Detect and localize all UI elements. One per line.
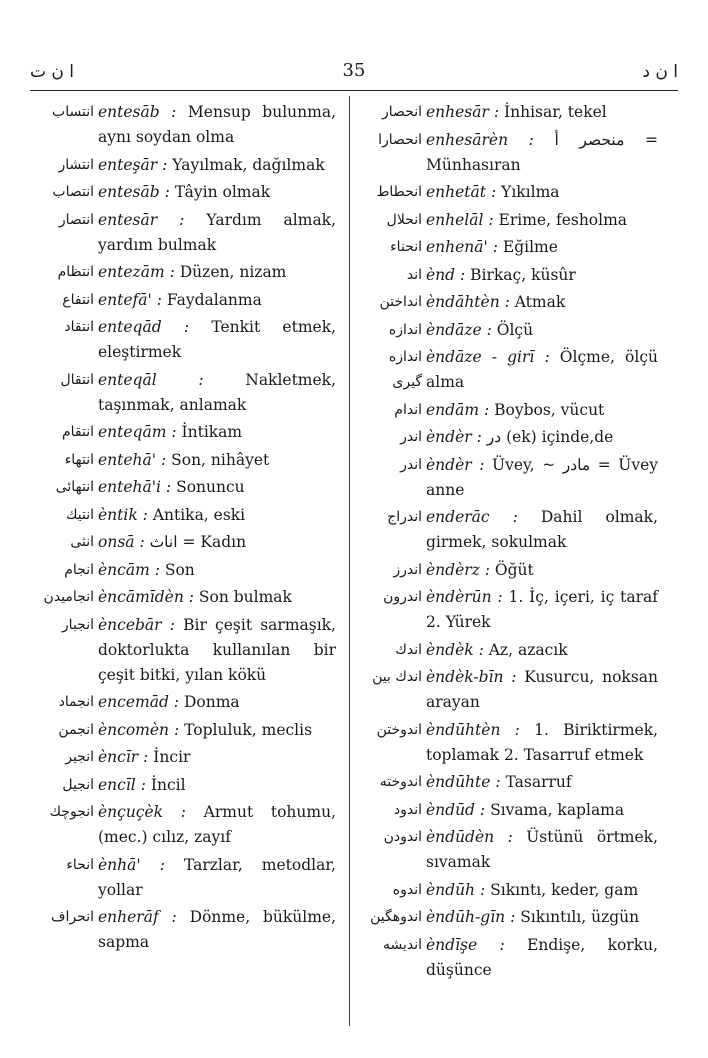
dictionary-entry [30, 368, 336, 418]
entry-separator: : [471, 455, 493, 474]
dictionary-entry [358, 208, 658, 233]
dictionary-entry [30, 585, 336, 610]
entry-definition: اناث = Kadın [149, 533, 247, 551]
entry-separator: : [135, 775, 151, 794]
entry-separator: : [161, 478, 177, 496]
entry-headword: enderāc [426, 508, 490, 526]
entry-definition: Son bulmak [198, 588, 292, 606]
entry-definition: Yardım almak, yardım bulmak [98, 210, 337, 254]
entry-separator: : [138, 748, 154, 766]
entry-separator: : [474, 800, 491, 819]
entry-separator: : [499, 293, 515, 311]
entry-separator: : [161, 615, 184, 634]
entry-separator: : [475, 880, 491, 899]
entry-headword: èndèrz [426, 560, 480, 579]
entry-headword: èncāmīdèn [98, 588, 184, 606]
entry-arabic: انتصار [58, 211, 94, 228]
entry-headword: enhetāt [426, 183, 487, 201]
entry-arabic: اندوه [392, 881, 422, 898]
entry-arabic: اندك بين [372, 669, 422, 685]
entry-arabic: انتقاد [64, 319, 94, 335]
right-column [358, 100, 658, 985]
entry-arabic: اندام [394, 401, 422, 418]
entry-separator: : [159, 103, 188, 121]
entry-definition: Düzen, nizam [179, 263, 287, 281]
column-divider [349, 96, 350, 1026]
entry-definition: Erime, fesholma [498, 210, 628, 229]
entry-separator: : [157, 155, 173, 174]
entry-separator: : [471, 428, 487, 446]
dictionary-entry [30, 905, 336, 955]
entry-headword: èncebār [98, 615, 162, 634]
entry-separator: : [157, 210, 207, 229]
entry-separator: : [183, 588, 199, 606]
entry-definition: Yıkılma [501, 183, 560, 201]
entry-arabic: اندازه گيرى [388, 349, 422, 390]
entry-headword: enteqām [98, 423, 167, 441]
entry-arabic: انتظام [57, 264, 94, 280]
entry-definition: Tarzlar, metodlar, yollar [98, 855, 336, 899]
entry-definition: Yayılmak, dağılmak [172, 155, 325, 174]
dictionary-entry [30, 853, 336, 903]
dictionary-entry [30, 718, 336, 743]
entry-headword: encemād [98, 693, 169, 711]
entry-arabic: اندك [395, 641, 422, 658]
entry-headword: onsā [98, 533, 135, 551]
entry-separator: : [479, 560, 495, 579]
entry-definition: Son, nihâyet [171, 450, 270, 469]
entry-arabic: انتقال [60, 371, 94, 388]
dictionary-entry [358, 100, 658, 125]
entry-headword: enherāf [98, 908, 159, 926]
entry-definition: در (ek) içinde,de [486, 428, 614, 446]
entry-headword: enhelāl [426, 210, 484, 229]
entry-separator: : [505, 908, 521, 926]
entry-separator: : [503, 668, 525, 686]
dictionary-entry [30, 503, 336, 528]
entry-arabic: انديشه [382, 936, 422, 953]
dictionary-entry [358, 585, 658, 635]
entry-separator: : [490, 773, 506, 791]
entry-headword: encīl [98, 775, 136, 794]
entry-definition: İntikam [181, 423, 243, 441]
entry-definition: İncir [153, 748, 191, 766]
entry-headword: enhenā' [426, 238, 488, 256]
entry-definition: Ölçü [496, 320, 534, 339]
entry-definition: Üstünü örtmek, sıvamak [426, 828, 658, 871]
entry-headword: èncām [98, 560, 150, 579]
entry-arabic: اندازه [388, 321, 422, 338]
entry-definition: Kusurcu, noksan arayan [426, 668, 658, 711]
entry-headword: endām [426, 400, 480, 419]
entry-separator: : [494, 828, 527, 846]
entry-headword: èndèr [426, 455, 472, 474]
dictionary-entry [358, 453, 658, 503]
entry-arabic: انجام [64, 561, 94, 578]
header-rule [30, 90, 678, 91]
dictionary-entry [30, 690, 336, 715]
dictionary-entry [358, 345, 658, 395]
header-right-letters: ا ن د [642, 62, 678, 82]
entry-separator: : [158, 908, 190, 926]
dictionary-entry [30, 153, 336, 178]
dictionary-entry [30, 288, 336, 313]
entry-separator: : [534, 348, 560, 366]
entry-definition: Tâyin olmak [174, 183, 271, 201]
entry-arabic: انتشار [58, 156, 94, 173]
entry-separator: : [134, 533, 150, 551]
entry-arabic: اندودن [383, 829, 422, 845]
entry-headword: entesār [98, 210, 158, 229]
entry-arabic: انجبار [61, 616, 94, 633]
entry-definition: Eğilme [502, 238, 558, 256]
entry-separator: : [508, 130, 555, 149]
entry-headword: èndèrūn [426, 588, 492, 606]
entry-arabic: انحلال [386, 211, 422, 228]
entry-separator: : [481, 320, 497, 339]
entry-separator: : [473, 640, 489, 659]
entry-separator: : [455, 265, 471, 284]
entry-separator: : [161, 318, 212, 336]
page-number: 35 [342, 60, 366, 81]
entry-separator: : [487, 238, 503, 256]
entry-definition: Mensup bulunma, aynı soydan olma [98, 103, 337, 146]
entry-arabic: اندر [400, 429, 422, 445]
entry-definition: Sıkıntı, keder, gam [490, 880, 639, 899]
entry-headword: èndūhte [426, 773, 491, 791]
entry-separator: : [149, 560, 165, 579]
entry-definition: Dönme, bükülme, sapma [98, 908, 336, 951]
entry-arabic: انحطاط [376, 184, 422, 200]
entry-headword: enteşār [98, 155, 158, 174]
entry-headword: èndīşe [426, 935, 478, 954]
entry-headword: èndūh-gīn [426, 908, 506, 926]
entry-arabic: انحصارا [378, 131, 422, 148]
entry-separator: : [164, 263, 180, 281]
entry-definition: Donma [183, 693, 240, 711]
entry-headword: èncomèn [98, 720, 170, 739]
entry-definition: Az, azacık [488, 640, 568, 659]
entry-separator: : [156, 370, 246, 389]
dictionary-entry [30, 420, 336, 445]
entry-arabic: انتساب [52, 104, 94, 120]
entry-arabic: اندرون [383, 589, 422, 605]
dictionary-entry [358, 290, 658, 315]
entry-arabic: انتهاء [64, 451, 94, 468]
entry-arabic: اندوختن [376, 721, 422, 738]
dictionary-entry [358, 718, 658, 768]
entry-arabic: انحراف [51, 909, 94, 925]
dictionary-entry [30, 208, 336, 258]
entry-headword: ènhā' [98, 855, 141, 874]
dictionary-entry [30, 558, 336, 583]
header-left-letters: ا ن ت [30, 62, 75, 82]
entry-headword: entesāb [98, 103, 160, 121]
entry-headword: èncīr [98, 748, 139, 766]
dictionary-entry [358, 933, 658, 983]
entry-headword: ènçuçèk [98, 803, 164, 821]
entry-headword: entesāb [98, 183, 160, 201]
entry-arabic: انجمن [58, 721, 94, 738]
entry-headword: èndāze - girī [426, 348, 535, 366]
entry-arabic: انجماد [58, 694, 94, 710]
dictionary-entry [358, 235, 658, 260]
dictionary-entry [358, 263, 658, 288]
entry-separator: : [137, 505, 153, 524]
entry-definition: Topluluk, meclis [184, 720, 313, 739]
entry-arabic: اند [406, 266, 422, 283]
entry-arabic: انجاميدن [43, 589, 94, 605]
entry-separator: : [163, 803, 204, 821]
entry-definition: Tasarruf [505, 773, 572, 791]
entry-headword: entehā' [98, 450, 157, 469]
dictionary-entry [358, 318, 658, 343]
dictionary-entry [30, 613, 336, 688]
entry-arabic: انجوچك [49, 804, 94, 820]
entry-arabic: انتقام [61, 424, 94, 440]
entry-separator: : [140, 855, 184, 874]
left-column [30, 100, 336, 958]
entry-headword: entehā'i [98, 478, 161, 496]
dictionary-entry [30, 745, 336, 770]
dictionary-entry [358, 128, 658, 178]
dictionary-entry [358, 398, 658, 423]
entry-separator: : [151, 290, 167, 309]
entry-arabic: اندراج [387, 509, 422, 525]
entry-definition: 1. İç, içeri, iç taraf 2. Yürek [426, 588, 659, 631]
dictionary-entry [30, 448, 336, 473]
entry-definition: Birkaç, küsûr [470, 265, 576, 284]
entry-headword: èndāze [426, 320, 482, 339]
dictionary-entry [30, 315, 336, 365]
entry-definition: Sıkıntılı, üzgün [520, 908, 640, 926]
dictionary-entry [30, 530, 336, 555]
entry-headword: ènd [426, 265, 456, 284]
entry-headword: enteqāl [98, 370, 157, 389]
entry-definition: Bir çeşit sarmaşık, doktorlukta kullanılan bir çeşit bitki, yılan kökü [98, 615, 336, 684]
entry-definition: منحصر أ = Münhasıran [426, 130, 658, 174]
entry-definition: Sonuncu [176, 478, 245, 496]
entry-separator: : [477, 935, 528, 954]
entry-separator: : [169, 720, 185, 739]
entry-separator: : [156, 450, 172, 469]
dictionary-entry [30, 260, 336, 285]
entry-definition: Öğüt [494, 560, 534, 579]
dictionary-entry [30, 100, 336, 150]
entry-arabic: انحاء [66, 856, 94, 873]
dictionary-entry [358, 798, 658, 823]
page-header [0, 58, 708, 88]
entry-arabic: اندر [400, 456, 422, 473]
entry-separator: : [479, 400, 495, 419]
entry-definition: Nakletmek, taşınmak, anlamak [98, 370, 336, 414]
dictionary-entry [30, 180, 336, 205]
entry-definition: 1. Biriktirmek, toplamak 2. Tasarruf etmek [426, 720, 659, 764]
entry-definition: Ölçme, ölçü alma [426, 348, 658, 391]
dictionary-entry [358, 905, 658, 930]
entry-arabic: اندوخته [379, 774, 422, 790]
entry-arabic: اندود [393, 801, 422, 818]
entry-separator: : [488, 103, 504, 121]
entry-separator: : [491, 588, 509, 606]
entry-headword: entefā' [98, 290, 152, 309]
entry-headword: èndūdèn [426, 828, 495, 846]
entry-definition: Atmak [514, 293, 566, 311]
entry-arabic: انتهائى [55, 479, 94, 495]
entry-definition: Dahil olmak, girmek, sokulmak [426, 508, 658, 551]
entry-separator: : [168, 693, 184, 711]
entry-arabic: انجيل [62, 776, 94, 793]
entry-definition: İncil [150, 775, 186, 794]
entry-separator: : [166, 423, 182, 441]
dictionary-entry [358, 825, 658, 875]
dictionary-entry [358, 180, 658, 205]
dictionary-entry [358, 665, 658, 715]
entry-separator: : [486, 183, 502, 201]
entry-headword: èndūhtèn [426, 720, 501, 739]
dictionary-entry [358, 425, 658, 450]
entry-arabic: انجير [65, 749, 94, 765]
entry-arabic: انتصاب [52, 184, 94, 200]
entry-arabic: انحصار [382, 104, 422, 120]
entry-separator: : [483, 210, 499, 229]
entry-arabic: انتفاع [62, 291, 94, 308]
entry-definition: Boybos, vücut [494, 400, 605, 419]
entry-arabic: انثى [70, 534, 94, 550]
entry-definition: İnhisar, tekel [504, 103, 607, 121]
entry-separator: : [159, 183, 175, 201]
entry-definition: Tenkit etmek, eleştirmek [98, 318, 337, 361]
entry-arabic: اندرز [393, 561, 422, 578]
entry-headword: èndūh [426, 880, 476, 899]
entry-headword: èndèr [426, 428, 472, 446]
dictionary-entry [358, 638, 658, 663]
entry-headword: èndūd [426, 800, 475, 819]
dictionary-entry [30, 475, 336, 500]
entry-headword: èndèk [426, 640, 474, 659]
entry-definition: Faydalanma [166, 290, 262, 309]
entry-headword: èndāhtèn [426, 293, 500, 311]
entry-separator: : [489, 508, 541, 526]
entry-definition: Son [164, 560, 195, 579]
entry-arabic: انتيك [65, 506, 94, 523]
entry-definition: Endişe, korku, düşünce [426, 935, 659, 979]
entry-headword: enhesār [426, 103, 489, 121]
entry-definition: Üvey, ~ مادر = Üvey anne [426, 455, 659, 499]
entry-definition: Sıvama, kaplama [490, 800, 625, 819]
entry-headword: èntik [98, 505, 138, 524]
entry-arabic: اندوهگين [370, 909, 422, 925]
entry-arabic: انحناء [390, 239, 422, 255]
dictionary-entry [358, 770, 658, 795]
dictionary-entry [30, 800, 336, 850]
dictionary-entry [30, 773, 336, 798]
entry-headword: enhesārèn [426, 130, 509, 149]
entry-separator: : [500, 720, 535, 739]
entry-definition: Antika, eski [152, 505, 246, 524]
dictionary-entry [358, 878, 658, 903]
entry-definition: Armut tohumu, (mec.) cılız, zayıf [98, 803, 336, 846]
entry-headword: èndèk-bīn [426, 668, 504, 686]
entry-headword: entezām [98, 263, 165, 281]
dictionary-entry [358, 558, 658, 583]
entry-headword: enteqād [98, 318, 162, 336]
entry-arabic: انداختن [379, 294, 422, 310]
dictionary-entry [358, 505, 658, 555]
